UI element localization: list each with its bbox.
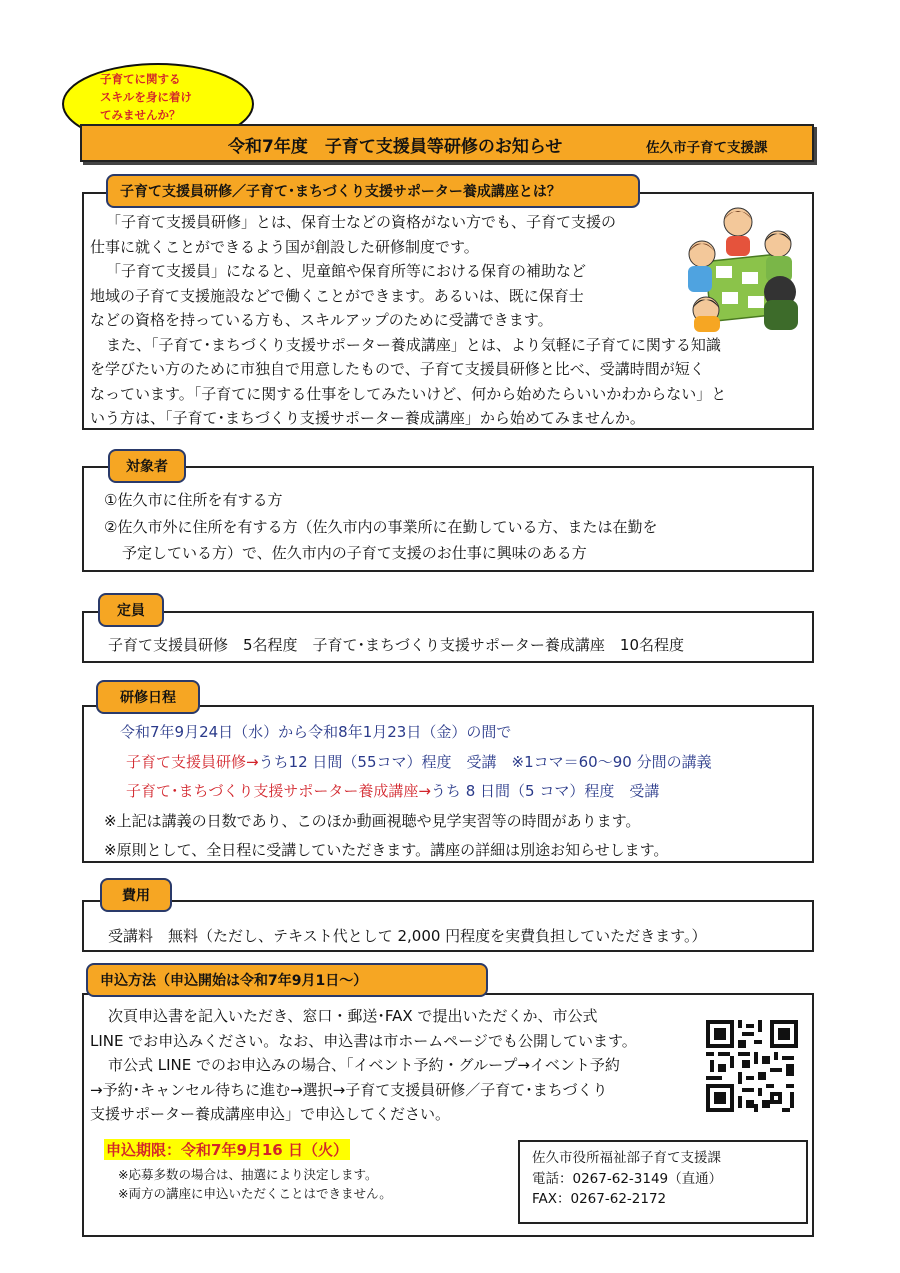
apply-notes <box>104 1165 392 1203</box>
schedule-body <box>104 718 712 866</box>
intro-body <box>90 210 726 431</box>
fee-text: 受講料 無料（ただし、テキスト代として 2,000 円程度を実費負担していただきます。） <box>108 927 707 945</box>
schedule-period: 令和7年9月24日（水）から令和8年1月23日（金）の間で <box>120 723 512 741</box>
page-title: 令和7年度 子育て支援員等研修のお知らせ <box>228 137 563 157</box>
target-line: ②佐久市外に住所を有する方（佐久市内の事業所に在勤している方、または在勤を <box>104 517 658 536</box>
intro-line: また、「子育て･まちづくり支援サポーター養成講座」とは、より気軽に子育てに関する知識 <box>106 335 721 354</box>
header-department: 佐久市子育て支援課 <box>646 140 768 156</box>
intro-line: いう方は、「子育て･まちづくり支援サポーター養成講座」から始めてみませんか。 <box>90 409 645 427</box>
capacity-text: 子育て支援員研修 5名程度 子育て･まちづくり支援サポーター養成講座 10名程度 <box>108 636 684 654</box>
target-line: ①佐久市に住所を有する方 <box>104 491 283 509</box>
contact-office: 佐久市役所福祉部子育て支援課 <box>532 1150 721 1166</box>
target-line: 予定している方）で、佐久市内の子育て支援のお仕事に興味のある方 <box>122 544 587 562</box>
people-at-table-illustration <box>682 200 802 332</box>
intro-line: なっています。「子育てに関する仕事をしてみたいけど、何から始めたらいいかわからない」と <box>90 384 727 403</box>
intro-line: などの資格を持っている方も、スキルアップのために受講できます。 <box>90 311 553 329</box>
course-1-name: 子育て支援員研修→ <box>126 752 259 771</box>
intro-line: を学びたい方のために市独自で用意したもので、子育て支援員研修と比べ、受講時間が短く <box>90 360 705 378</box>
apply-line: →予約･キャンセル待ちに進む→選択→子育て支援員研修／子育て･まちづくり <box>90 1080 608 1099</box>
speech-bubble-text <box>100 70 192 124</box>
schedule-note-2: ※原則として、全日程に受講していただきます。講座の詳細は別途お知らせします。 <box>104 841 669 859</box>
apply-note-2: ※両方の講座に申込いただくことはできません。 <box>118 1186 392 1201</box>
fee-heading: 費用 <box>100 878 172 912</box>
apply-line: LINE でお申込みください。なお、申込書は市ホームページでも公開しています。 <box>90 1031 637 1050</box>
apply-line: 次頁申込書を記入いただき、窓口・郵送･FAX で提出いただくか、市公式 <box>108 1007 598 1025</box>
apply-line: 支援サポーター養成講座申込」で申込してください。 <box>90 1105 451 1123</box>
speech-line-3: てみませんか？ <box>100 108 181 122</box>
speech-line-2: スキルを身に着け <box>100 90 192 104</box>
target-heading: 対象者 <box>108 449 186 483</box>
capacity-heading: 定員 <box>98 593 164 627</box>
line-qr-code[interactable] <box>706 1020 798 1112</box>
contact-phone: 電話：0267-62-3149（直通） <box>532 1170 723 1187</box>
target-body <box>104 487 657 567</box>
intro-line: 仕事に就くことができるよう国が創設した研修制度です。 <box>90 237 479 256</box>
apply-body <box>90 1004 637 1127</box>
course-1-detail: うち12 日間（55コマ）程度 受講 ※1コマ＝60～90 分間の講義 <box>258 752 712 771</box>
contact-fax: FAX：0267-62-2172 <box>532 1191 667 1207</box>
intro-line: 地域の子育て支援施設などで働くことができます。あるいは、既に保育士 <box>90 286 584 305</box>
contact-text <box>532 1148 722 1210</box>
schedule-note-1: ※上記は講義の日数であり、このほか動画視聴や見学実習等の時間があります。 <box>104 811 641 830</box>
intro-line: 「子育て支援員」になると、児童館や保育所等における保育の補助など <box>106 262 587 280</box>
intro-line: 「子育て支援員研修」とは、保育士などの資格がない方でも、子育て支援の <box>106 213 617 231</box>
course-2-detail: うち 8 日間（5 コマ）程度 受講 <box>430 782 660 800</box>
apply-deadline: 申込期限：令和7年9月16 日（火） <box>106 1141 348 1159</box>
apply-note-1: ※応募多数の場合は、抽選により決定します。 <box>118 1167 378 1182</box>
schedule-heading: 研修日程 <box>96 680 200 714</box>
intro-heading: 子育て支援員研修／子育て･まちづくり支援サポーター養成講座とは？ <box>106 174 640 208</box>
course-2-name: 子育て･まちづくり支援サポーター養成講座→ <box>126 782 431 800</box>
apply-heading: 申込方法（申込開始は令和7年9月1日～） <box>86 963 488 997</box>
apply-line: 市公式 LINE でのお申込みの場合、「イベント予約・グループ→イベント予約 <box>108 1056 620 1074</box>
schedule-course-2 <box>104 777 712 807</box>
speech-line-1: 子育てに関する <box>100 72 181 86</box>
schedule-course-1 <box>104 748 712 778</box>
